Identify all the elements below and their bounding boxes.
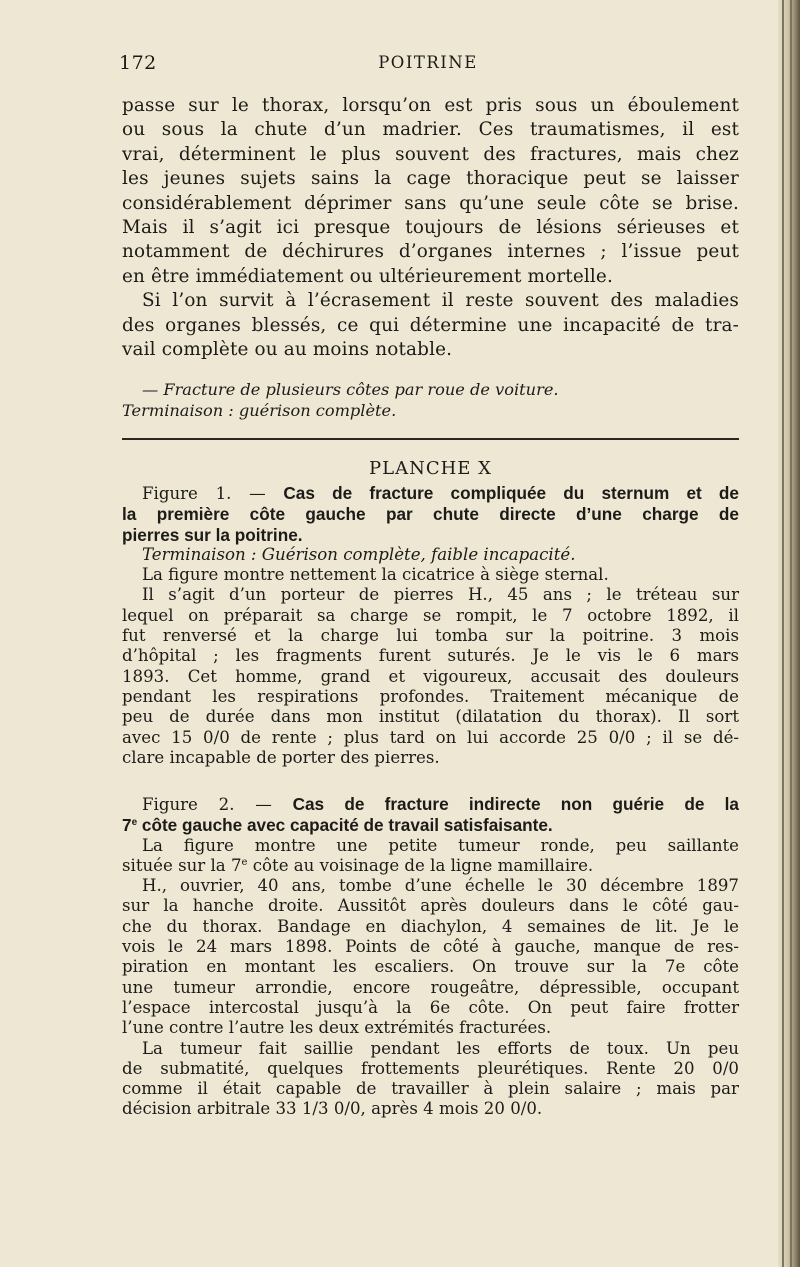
text-line: fut renversé et la charge lui tomba sur la poitrine. 3 mois [122,626,739,646]
case-note-termination: Terminaison : guérison complète. [122,401,397,420]
text-line: située sur la 7e côte au voisinage de la ligne mamillaire. [122,855,594,875]
text-line: des organes blessés, ce qui détermine une incapacité de tra- [122,314,739,336]
page-edge-shadow [778,0,800,1267]
text-line: sur la hanche droite. Aussitôt après douleurs dans le côté gau- [122,896,739,916]
figure-1-description [122,483,739,768]
text-line: décision arbitrale 33 1/3 0/0, après 4 mois 20 0/0. [122,1099,543,1119]
page-edge-line [790,0,792,1267]
text-line: peu de durée dans mon institut (dilatation du thorax). Il sort [122,707,739,727]
text-line: vois le 24 mars 1898. Points de côté à gauche, manque de res- [122,937,739,957]
text-line: H., ouvrier, 40 ans, tombe d’une échelle le 30 décembre 1897 [142,876,739,896]
text-line: en être immédiatement ou ultérieurement mortelle. [122,265,613,287]
text-line: La tumeur fait saillie pendant les efforts de toux. Un peu [142,1038,739,1058]
plate-title: PLANCHE X [369,458,492,479]
text-line: une tumeur arrondie, encore rougeâtre, dépressible, occupant [122,977,739,997]
text-line: Mais il s’agit ici presque toujours de lésions sérieuses et [122,217,739,239]
figure-1-label: Figure 1. — [142,484,284,503]
text-line: 1893. Cet homme, grand et vigoureux, accusait des douleurs [122,666,739,686]
text-line: les jeunes sujets sains la cage thoracique peut se laisser [122,168,739,190]
text-line: de submatité, quelques frottements pleurétiques. Rente 20 0/0 [122,1058,739,1078]
page-edge-line [782,0,784,1267]
text-line: La figure montre une petite tumeur ronde, peu saillante [142,835,739,855]
text-line: clare incapable de porter des pierres. [122,747,440,767]
running-head: POITRINE [378,53,478,72]
text-line: passe sur le thorax, lorsqu’on est pris sous un éboulement [122,95,739,116]
text-line: l’espace intercostal jusqu’à la 6e côte. On peut faire frotter [122,997,739,1017]
figure-2-label: Figure 2. — [142,795,293,814]
text-line: Il s’agit d’un porteur de pierres H., 45 ans ; le tréteau sur [142,585,739,605]
body-paragraph [122,94,739,362]
text-line: l’une contre l’autre les deux extrémités fracturées. [122,1018,552,1038]
text-line: d’hôpital ; les fragments furent suturés. Je le vis le 6 mars [122,646,739,666]
page-header [117,52,739,78]
case-note-title: — Fracture de plusieurs côtes par roue de voiture. [142,380,559,399]
text-line: lequel on préparait sa charge se rompit, le 7 octobre 1892, il [122,605,739,625]
text-line: avec 15 0/0 de rente ; plus tard on lui accorde 25 0/0 ; il se dé- [122,727,739,747]
figure-2-heading [122,794,739,815]
text-line: che du thorax. Bandage en diachylon, 4 semaines de lit. Je le [122,916,739,936]
figure-1-termination: Terminaison : Guérison complète, faible incapacité. [142,544,576,564]
text-line: vrai, déterminent le plus souvent des fractures, mais chez [122,143,739,165]
text-line: comme il était capable de travailler à plein salaire ; mais par [122,1079,739,1099]
text-line: La figure montre nettement la cicatrice à siège sternal. [142,565,609,585]
text-line: considérablement déprimer sans qu’une seule côte se brise. [122,192,739,214]
figure-2-description [122,794,739,1120]
text-line: Si l’on survit à l’écrasement il reste souvent des maladies [142,290,739,312]
figure-1-heading [122,483,739,504]
figure-1-heading-text: Cas de fracture compliquée du sternum et de [283,483,739,503]
figure-1-heading-line: la première côte gauche par chute directe d’une charge de [122,504,739,525]
text-line: notamment de déchirures d’organes internes ; l’issue peut [122,241,739,263]
figure-2-heading-line: 7e côte gauche avec capacité de travail satisfaisante. [122,815,553,836]
page-number: 172 [119,52,157,74]
text-line: piration en montant les escaliers. On trouve sur la 7e côte [122,957,739,977]
figure-2-heading-text: Cas de fracture indirecte non guérie de la [292,794,739,814]
figure-1-heading-line: pierres sur la poitrine. [122,524,303,545]
text-line: ou sous la chute d’un madrier. Ces traumatismes, il est [122,119,739,141]
italic-case-note [122,379,739,421]
text-line: vail complète ou au moins notable. [122,339,453,361]
section-divider [122,438,739,440]
text-line: pendant les respirations profondes. Traitement mécanique de [122,686,739,706]
